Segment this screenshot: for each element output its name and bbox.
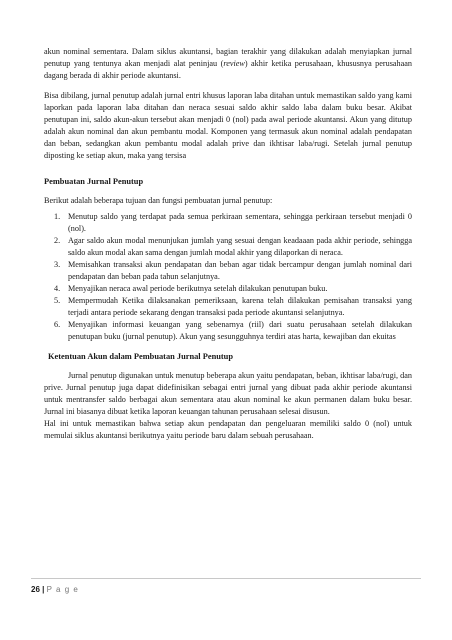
page-footer [31, 578, 421, 608]
paragraph-definition: Bisa dibilang, jurnal penutup adalah jurnal entri khusus laporan laba ditahan untuk memastikan saldo yang kami laporkan pada laporan laba ditahan dan neraca sesuai saldo akhir saldo laba dalam buku besar. Akibat penutupan ini, saldo akun-akun tersebut akan menjadi 0 (nol) pada awal periode akuntansi. Akun yang ditutup adalah akun nominal dan akun pembantu modal. Komponen yang termasuk akun nominal adalah pendapatan dan beban, sedangkan akun pembantu modal adalah prive dan ikhtisar laba/rugi. Setelah jurnal penutup diposting ke setiap akun, maka yang tersisa [44, 91, 412, 160]
section-heading-ketentuan: Ketentuan Akun dalam Pembuatan Jurnal Penutup [48, 352, 233, 361]
paragraph-intro: akun nominal sementara. Dalam siklus akuntansi, bagian terakhir yang dilakukan adalah menyiapkan jurnal penutup yang tentunya akan menjadi alat peninjau (review) akhir ketika perusahaan, khususnya perusahaan dagang berada di akhir periode akuntansi. [44, 47, 412, 80]
list-item: 2. Agar saldo akun modal menunjukan jumlah yang sesuai dengan keadaaan pada akhir periode, sehingga saldo akun modal akan sama dengan jumlah modal akhir yang dilaporkan di neraca. [54, 236, 412, 257]
page-number: 26 | P a g e [31, 585, 79, 594]
list-item: 4. Menyajikan neraca awal periode berikutnya setelah dilakukan penutupan buku. [54, 284, 328, 293]
section-intro: Berikut adalah beberapa tujuan dan fungsi pembuatan jurnal penutup: [44, 196, 273, 205]
review-term: review [223, 59, 245, 68]
list-item: 1. Menutup saldo yang terdapat pada semua perkiraan sementara, sehingga perkiraan tersebut menjadi 0 (nol). [54, 212, 412, 233]
list-item: 5. Mempermudah Ketika dilaksanakan pemeriksaan, karena telah dilakukan pemisahan transaksi yang terjadi antara periode sekarang dengan transaksi pada periode akuntansi selanjutnya. [54, 296, 412, 317]
paragraph-saldo: Hal ini untuk memastikan bahwa setiap akun pendapatan dan pengeluaran memiliki saldo 0 (nol) untuk memulai siklus akuntansi berikutnya yaitu periode baru dalam sebuah perusahaan. [44, 419, 412, 440]
purpose-list [44, 211, 412, 343]
section-heading-pembuatan: Pembuatan Jurnal Penutup [44, 177, 144, 186]
list-item: 6. Menyajikan informasi keuangan yang sebenarnya (riil) dari suatu perusahaan setelah dilakukan penutupan buku (jurnal penutup). Akun yang sesungguhnya terdiri atas harta, kewajiban dan ekuitas [54, 320, 412, 341]
document-page [44, 46, 412, 442]
paragraph-ketentuan: Jurnal penutup digunakan untuk menutup beberapa akun yaitu pendapatan, beban, ikhtisar laba/rugi, dan prive. Jurnal penutup juga dapat didefinisikan sebagai entri jurnal yang dibuat pada akhir periode akuntansi untuk mentransfer saldo berbagai akun sementara atau akun nominal ke akun permanen dalam buku besar. Jurnal ini biasanya dibuat ketika laporan keuangan tahunan perusahaan selesai disusun. [44, 371, 412, 416]
footer-divider [31, 578, 421, 579]
list-item: 3. Memisahkan transaksi akun pendapatan dan beban agar tidak bercampur dengan jumlah nominal dari pendapatan dan beban pada tahun selanjutnya. [54, 260, 412, 281]
